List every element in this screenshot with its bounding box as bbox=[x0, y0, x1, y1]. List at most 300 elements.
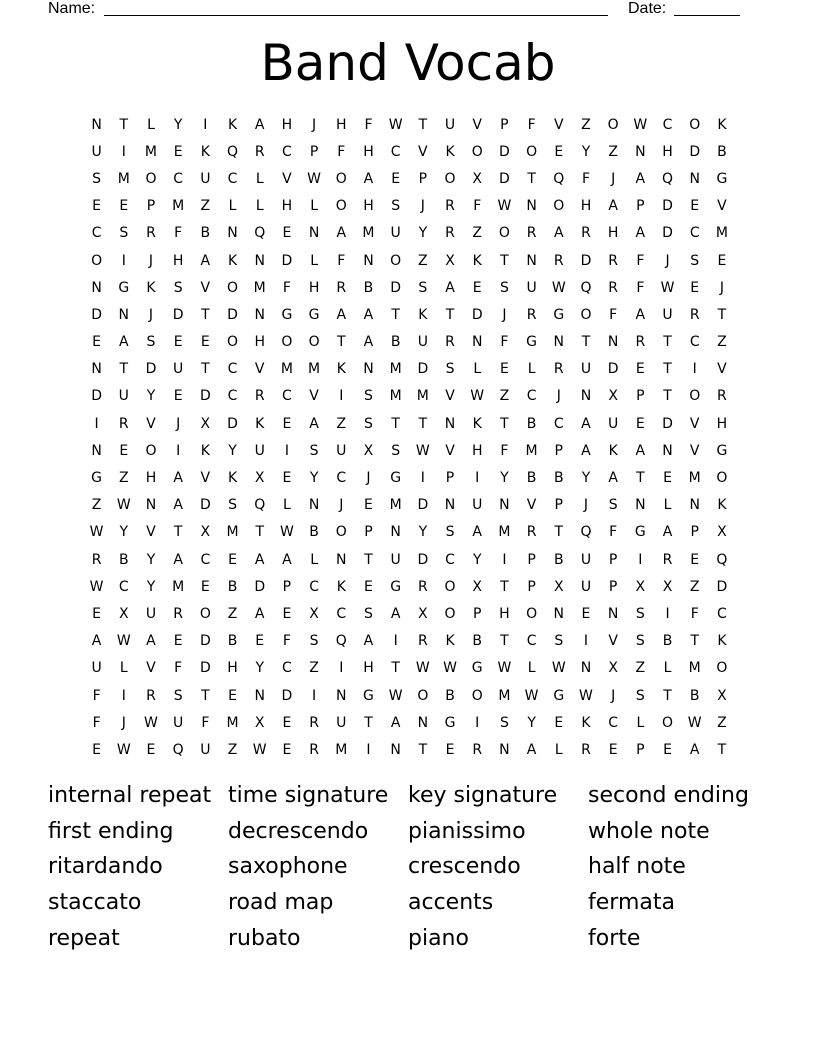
grid-letter: R bbox=[91, 551, 102, 568]
grid-letter: A bbox=[336, 306, 347, 323]
grid-letter: E bbox=[119, 442, 129, 459]
word-bank-item: half note bbox=[588, 854, 686, 880]
grid-letter: U bbox=[173, 361, 184, 378]
grid-letter: G bbox=[308, 306, 320, 323]
grid-letter: K bbox=[200, 442, 210, 459]
grid-letter: C bbox=[173, 170, 184, 187]
grid-letter: Y bbox=[527, 714, 536, 731]
grid-letter: B bbox=[526, 470, 537, 487]
grid-letter: Y bbox=[309, 470, 319, 487]
letter-grid bbox=[83, 111, 741, 764]
grid-letter: E bbox=[690, 551, 700, 568]
grid-letter: E bbox=[499, 361, 509, 378]
grid-letter: N bbox=[390, 524, 401, 541]
grid-letter: M bbox=[172, 198, 185, 215]
word-bank-item: saxophone bbox=[228, 854, 348, 880]
grid-letter: K bbox=[227, 470, 238, 487]
grid-letter: D bbox=[417, 361, 429, 378]
grid-letter: S bbox=[173, 279, 183, 296]
grid-letter: W bbox=[470, 388, 485, 405]
grid-letter: N bbox=[553, 334, 565, 351]
grid-letter: E bbox=[92, 605, 102, 622]
word-bank-item: fermata bbox=[588, 890, 675, 916]
grid-letter: A bbox=[635, 442, 646, 459]
grid-letter: K bbox=[227, 116, 238, 133]
grid-letter: N bbox=[607, 334, 619, 351]
grid-letter: J bbox=[121, 714, 126, 731]
grid-letter: U bbox=[580, 578, 592, 595]
grid-letter: E bbox=[228, 551, 237, 568]
worksheet-header bbox=[48, 0, 748, 20]
grid-letter: A bbox=[526, 741, 537, 758]
grid-letter: D bbox=[227, 415, 238, 432]
grid-letter: V bbox=[717, 198, 727, 215]
grid-letter: V bbox=[309, 388, 319, 405]
grid-letter: S bbox=[554, 633, 564, 650]
grid-letter: W bbox=[388, 687, 403, 704]
grid-letter: Y bbox=[581, 470, 591, 487]
grid-letter: N bbox=[145, 497, 157, 514]
grid-letter: E bbox=[173, 633, 183, 650]
grid-letter: D bbox=[91, 388, 102, 405]
grid-letter: M bbox=[389, 497, 402, 514]
grid-letter: B bbox=[363, 279, 374, 296]
word-bank-item: crescendo bbox=[408, 854, 521, 880]
grid-letter: I bbox=[583, 633, 589, 650]
grid-letter: Y bbox=[472, 551, 482, 568]
grid-letter: O bbox=[553, 198, 565, 215]
grid-letter: E bbox=[92, 741, 102, 758]
grid-letter: I bbox=[393, 633, 398, 650]
grid-letter: L bbox=[636, 714, 645, 731]
grid-letter: B bbox=[227, 578, 238, 595]
grid-letter: L bbox=[255, 170, 264, 187]
grid-letter: X bbox=[445, 252, 455, 269]
grid-letter: T bbox=[391, 660, 400, 677]
grid-letter: A bbox=[363, 306, 374, 323]
grid-letter: V bbox=[146, 660, 156, 677]
grid-letter: W bbox=[524, 687, 539, 704]
word-bank-item: whole note bbox=[588, 818, 710, 844]
grid-letter: C bbox=[526, 633, 537, 650]
grid-letter: P bbox=[364, 524, 373, 541]
grid-letter: N bbox=[635, 143, 646, 160]
grid-letter: E bbox=[282, 605, 292, 622]
grid-letter: N bbox=[254, 306, 265, 323]
grid-letter: Q bbox=[580, 524, 592, 541]
grid-letter: V bbox=[553, 116, 564, 133]
grid-letter: B bbox=[717, 143, 727, 160]
grid-letter: X bbox=[309, 605, 319, 622]
grid-letter: Q bbox=[662, 170, 674, 187]
grid-letter: O bbox=[227, 279, 239, 296]
date-blank[interactable] bbox=[674, 15, 740, 16]
grid-letter: X bbox=[472, 578, 483, 595]
grid-letter: O bbox=[335, 198, 347, 215]
grid-letter: O bbox=[145, 170, 157, 187]
grid-letter: E bbox=[255, 633, 265, 650]
grid-letter: U bbox=[390, 551, 401, 568]
grid-letter: H bbox=[281, 116, 293, 133]
grid-letter: R bbox=[254, 143, 265, 160]
grid-letter: K bbox=[717, 497, 727, 514]
grid-letter: I bbox=[502, 551, 507, 568]
grid-letter: L bbox=[473, 361, 482, 378]
grid-letter: E bbox=[282, 225, 292, 242]
grid-letter: A bbox=[553, 225, 564, 242]
grid-letter: T bbox=[581, 334, 591, 351]
grid-letter: U bbox=[173, 714, 184, 731]
grid-letter: B bbox=[526, 415, 537, 432]
grid-letter: C bbox=[227, 361, 238, 378]
grid-letter: J bbox=[148, 252, 154, 269]
grid-letter: B bbox=[227, 633, 238, 650]
grid-letter: E bbox=[445, 741, 455, 758]
grid-letter: W bbox=[660, 279, 675, 296]
grid-letter: C bbox=[200, 551, 211, 568]
grid-letter: T bbox=[500, 578, 509, 595]
grid-letter: O bbox=[716, 470, 728, 487]
grid-letter: V bbox=[146, 415, 156, 432]
grid-letter: X bbox=[254, 470, 265, 487]
grid-letter: G bbox=[526, 334, 538, 351]
grid-letter: C bbox=[91, 225, 102, 242]
grid-letter: L bbox=[255, 198, 264, 215]
grid-letter: T bbox=[445, 306, 455, 323]
grid-letter: T bbox=[690, 633, 699, 650]
grid-letter: V bbox=[418, 143, 428, 160]
grid-letter: V bbox=[689, 442, 700, 459]
grid-letter: A bbox=[581, 415, 591, 432]
grid-letter: D bbox=[716, 578, 728, 595]
grid-letter: L bbox=[310, 551, 318, 568]
grid-letter: G bbox=[471, 660, 483, 677]
grid-letter: F bbox=[364, 116, 373, 133]
grid-letter: T bbox=[119, 116, 129, 133]
grid-letter: G bbox=[281, 306, 293, 323]
grid-letter: Z bbox=[581, 116, 591, 133]
grid-letter: K bbox=[200, 143, 210, 160]
grid-letter: U bbox=[336, 442, 347, 459]
grid-letter: F bbox=[609, 306, 618, 323]
grid-letter: V bbox=[689, 415, 700, 432]
grid-letter: H bbox=[254, 334, 265, 351]
grid-letter: Q bbox=[716, 551, 728, 568]
grid-letter: G bbox=[444, 714, 456, 731]
grid-letter: D bbox=[254, 578, 266, 595]
grid-letter: L bbox=[283, 497, 291, 514]
grid-letter: U bbox=[417, 334, 428, 351]
grid-letter: N bbox=[499, 497, 510, 514]
grid-letter: D bbox=[499, 143, 510, 160]
grid-letter: L bbox=[663, 660, 672, 677]
grid-letter: J bbox=[719, 279, 724, 296]
grid-letter: R bbox=[445, 198, 455, 215]
grid-letter: D bbox=[662, 415, 673, 432]
grid-letter: P bbox=[690, 524, 699, 541]
grid-letter: L bbox=[147, 116, 155, 133]
grid-letter: T bbox=[527, 170, 536, 187]
grid-letter: A bbox=[200, 252, 211, 269]
grid-letter: N bbox=[336, 687, 347, 704]
grid-letter: N bbox=[635, 497, 646, 514]
grid-letter: E bbox=[608, 741, 618, 758]
grid-letter: F bbox=[473, 198, 482, 215]
grid-letter: F bbox=[581, 170, 590, 187]
grid-letter: Z bbox=[717, 714, 727, 731]
grid-letter: K bbox=[608, 442, 618, 459]
grid-letter: K bbox=[581, 714, 591, 731]
grid-letter: T bbox=[255, 524, 264, 541]
grid-letter: C bbox=[227, 170, 238, 187]
grid-letter: Z bbox=[91, 497, 102, 514]
grid-letter: J bbox=[312, 116, 317, 133]
grid-letter: V bbox=[200, 279, 211, 296]
grid-letter: E bbox=[92, 198, 102, 215]
grid-letter: Q bbox=[254, 497, 266, 514]
grid-letter: W bbox=[252, 741, 267, 758]
grid-letter: A bbox=[689, 741, 700, 758]
grid-letter: K bbox=[255, 415, 265, 432]
grid-letter: M bbox=[688, 470, 701, 487]
grid-letter: P bbox=[472, 605, 482, 622]
grid-letter: Z bbox=[499, 388, 510, 405]
word-bank-item: internal repeat bbox=[48, 783, 212, 809]
grid-letter: E bbox=[92, 334, 102, 351]
grid-letter: X bbox=[200, 415, 211, 432]
grid-letter: D bbox=[199, 497, 211, 514]
grid-letter: O bbox=[526, 605, 538, 622]
grid-letter: K bbox=[717, 633, 727, 650]
grid-letter: R bbox=[635, 334, 646, 351]
grid-letter: K bbox=[146, 279, 156, 296]
grid-letter: P bbox=[636, 741, 645, 758]
grid-letter: P bbox=[608, 551, 618, 568]
grid-letter: K bbox=[227, 252, 238, 269]
grid-letter: A bbox=[635, 170, 646, 187]
grid-letter: E bbox=[200, 578, 210, 595]
grid-letter: Y bbox=[146, 388, 156, 405]
grid-letter: R bbox=[173, 605, 184, 622]
grid-letter: L bbox=[310, 252, 318, 269]
grid-letter: H bbox=[308, 279, 320, 296]
grid-letter: M bbox=[525, 442, 538, 459]
grid-letter: U bbox=[580, 361, 592, 378]
grid-letter: N bbox=[254, 687, 265, 704]
grid-letter: M bbox=[253, 279, 266, 296]
grid-letter: Y bbox=[418, 524, 428, 541]
grid-letter: E bbox=[690, 279, 700, 296]
grid-letter: H bbox=[281, 198, 293, 215]
grid-letter: I bbox=[312, 687, 317, 704]
grid-letter: H bbox=[580, 198, 592, 215]
grid-letter: W bbox=[388, 116, 403, 133]
grid-letter: Z bbox=[227, 605, 238, 622]
word-bank-item: accents bbox=[408, 890, 494, 916]
grid-letter: Z bbox=[200, 198, 211, 215]
grid-letter: A bbox=[173, 551, 183, 568]
grid-letter: S bbox=[119, 225, 129, 242]
grid-letter: U bbox=[580, 551, 592, 568]
grid-letter: N bbox=[526, 252, 537, 269]
word-bank bbox=[48, 778, 768, 956]
grid-letter: P bbox=[636, 388, 645, 405]
grid-letter: A bbox=[472, 524, 482, 541]
grid-letter: K bbox=[472, 252, 482, 269]
grid-letter: R bbox=[472, 741, 483, 758]
grid-letter: V bbox=[717, 361, 727, 378]
grid-letter: E bbox=[635, 415, 645, 432]
grid-letter: I bbox=[420, 470, 425, 487]
grid-letter: E bbox=[663, 741, 672, 758]
grid-letter: Y bbox=[418, 225, 428, 242]
grid-letter: D bbox=[580, 252, 592, 269]
grid-letter: S bbox=[445, 361, 455, 378]
grid-letter: N bbox=[390, 741, 401, 758]
grid-letter: F bbox=[282, 633, 291, 650]
grid-letter: S bbox=[635, 687, 645, 704]
grid-letter: V bbox=[146, 524, 156, 541]
grid-letter: P bbox=[309, 143, 319, 160]
grid-letter: D bbox=[390, 279, 402, 296]
grid-letter: A bbox=[363, 170, 374, 187]
grid-letter: T bbox=[500, 252, 509, 269]
grid-letter: T bbox=[500, 415, 509, 432]
grid-letter: A bbox=[445, 279, 455, 296]
grid-letter: X bbox=[472, 170, 483, 187]
grid-letter: C bbox=[526, 388, 537, 405]
grid-letter: J bbox=[502, 306, 507, 323]
grid-letter: X bbox=[254, 714, 265, 731]
grid-letter: F bbox=[636, 279, 645, 296]
grid-letter: F bbox=[92, 714, 101, 731]
grid-letter: G bbox=[390, 470, 402, 487]
grid-letter: V bbox=[282, 170, 292, 187]
grid-letter: S bbox=[635, 605, 645, 622]
grid-letter: E bbox=[173, 334, 183, 351]
grid-letter: W bbox=[415, 660, 430, 677]
grid-letter: N bbox=[308, 497, 320, 514]
grid-letter: I bbox=[284, 442, 289, 459]
grid-letter: F bbox=[201, 714, 210, 731]
grid-letter: W bbox=[551, 660, 566, 677]
grid-letter: N bbox=[471, 334, 483, 351]
grid-letter: E bbox=[554, 714, 564, 731]
grid-letter: V bbox=[526, 497, 537, 514]
grid-letter: D bbox=[227, 306, 238, 323]
grid-letter: M bbox=[226, 714, 239, 731]
grid-letter: H bbox=[607, 225, 619, 242]
grid-letter: G bbox=[553, 687, 565, 704]
grid-letter: T bbox=[663, 388, 672, 405]
grid-letter: P bbox=[608, 578, 618, 595]
grid-letter: A bbox=[173, 497, 183, 514]
grid-letter: U bbox=[91, 660, 102, 677]
grid-letter: P bbox=[554, 442, 563, 459]
word-bank-item: first ending bbox=[48, 818, 174, 844]
grid-letter: J bbox=[583, 497, 589, 514]
grid-letter: T bbox=[364, 714, 373, 731]
word-bank-item: decrescendo bbox=[228, 818, 369, 844]
grid-letter: Q bbox=[335, 633, 347, 650]
grid-letter: A bbox=[254, 605, 265, 622]
grid-letter: H bbox=[499, 605, 510, 622]
grid-letter: G bbox=[363, 687, 374, 704]
grid-letter: I bbox=[475, 470, 480, 487]
grid-letter: F bbox=[92, 687, 101, 704]
grid-letter: E bbox=[581, 605, 591, 622]
grid-letter: U bbox=[200, 170, 211, 187]
grid-letter: D bbox=[199, 388, 211, 405]
grid-letter: O bbox=[580, 306, 592, 323]
grid-letter: D bbox=[417, 551, 429, 568]
grid-letter: S bbox=[690, 252, 700, 269]
grid-letter: W bbox=[633, 116, 648, 133]
grid-letter: I bbox=[121, 143, 126, 160]
grid-letter: N bbox=[607, 605, 619, 622]
name-blank[interactable] bbox=[104, 15, 608, 16]
word-bank-item: rubato bbox=[228, 925, 301, 951]
grid-letter: R bbox=[553, 361, 564, 378]
grid-letter: C bbox=[390, 143, 401, 160]
grid-letter: P bbox=[636, 198, 645, 215]
grid-letter: E bbox=[119, 198, 129, 215]
grid-letter: U bbox=[254, 442, 265, 459]
grid-letter: H bbox=[363, 198, 374, 215]
grid-letter: R bbox=[526, 524, 537, 541]
grid-letter: D bbox=[281, 252, 293, 269]
grid-letter: J bbox=[611, 687, 616, 704]
grid-letter: L bbox=[527, 660, 536, 677]
grid-letter: F bbox=[174, 660, 183, 677]
grid-letter: A bbox=[635, 225, 646, 242]
grid-letter: I bbox=[94, 415, 99, 432]
grid-letter: B bbox=[309, 524, 319, 541]
grid-letter: T bbox=[119, 361, 129, 378]
grid-letter: N bbox=[662, 442, 673, 459]
grid-letter: I bbox=[339, 388, 344, 405]
grid-letter: G bbox=[716, 170, 728, 187]
grid-letter: T bbox=[500, 633, 509, 650]
grid-letter: J bbox=[366, 470, 371, 487]
grid-letter: O bbox=[444, 170, 456, 187]
grid-letter: F bbox=[636, 252, 645, 269]
grid-letter: O bbox=[227, 334, 239, 351]
grid-letter: S bbox=[309, 442, 319, 459]
grid-letter: O bbox=[444, 605, 456, 622]
grid-letter: O bbox=[689, 388, 701, 405]
grid-letter: A bbox=[254, 116, 265, 133]
grid-letter: C bbox=[662, 116, 673, 133]
grid-letter: E bbox=[282, 415, 292, 432]
grid-letter: F bbox=[337, 252, 346, 269]
grid-letter: E bbox=[391, 170, 401, 187]
grid-letter: I bbox=[176, 442, 181, 459]
grid-letter: A bbox=[336, 225, 347, 242]
grid-letter: R bbox=[608, 252, 619, 269]
grid-letter: F bbox=[527, 116, 536, 133]
grid-letter: K bbox=[472, 415, 482, 432]
grid-letter: E bbox=[635, 361, 645, 378]
grid-letter: N bbox=[417, 714, 429, 731]
grid-letter: S bbox=[499, 279, 509, 296]
grid-letter: U bbox=[662, 306, 673, 323]
grid-letter: U bbox=[336, 714, 347, 731]
grid-letter: C bbox=[336, 470, 347, 487]
grid-letter: A bbox=[390, 714, 401, 731]
grid-letter: X bbox=[608, 388, 618, 405]
grid-letter: B bbox=[390, 334, 401, 351]
